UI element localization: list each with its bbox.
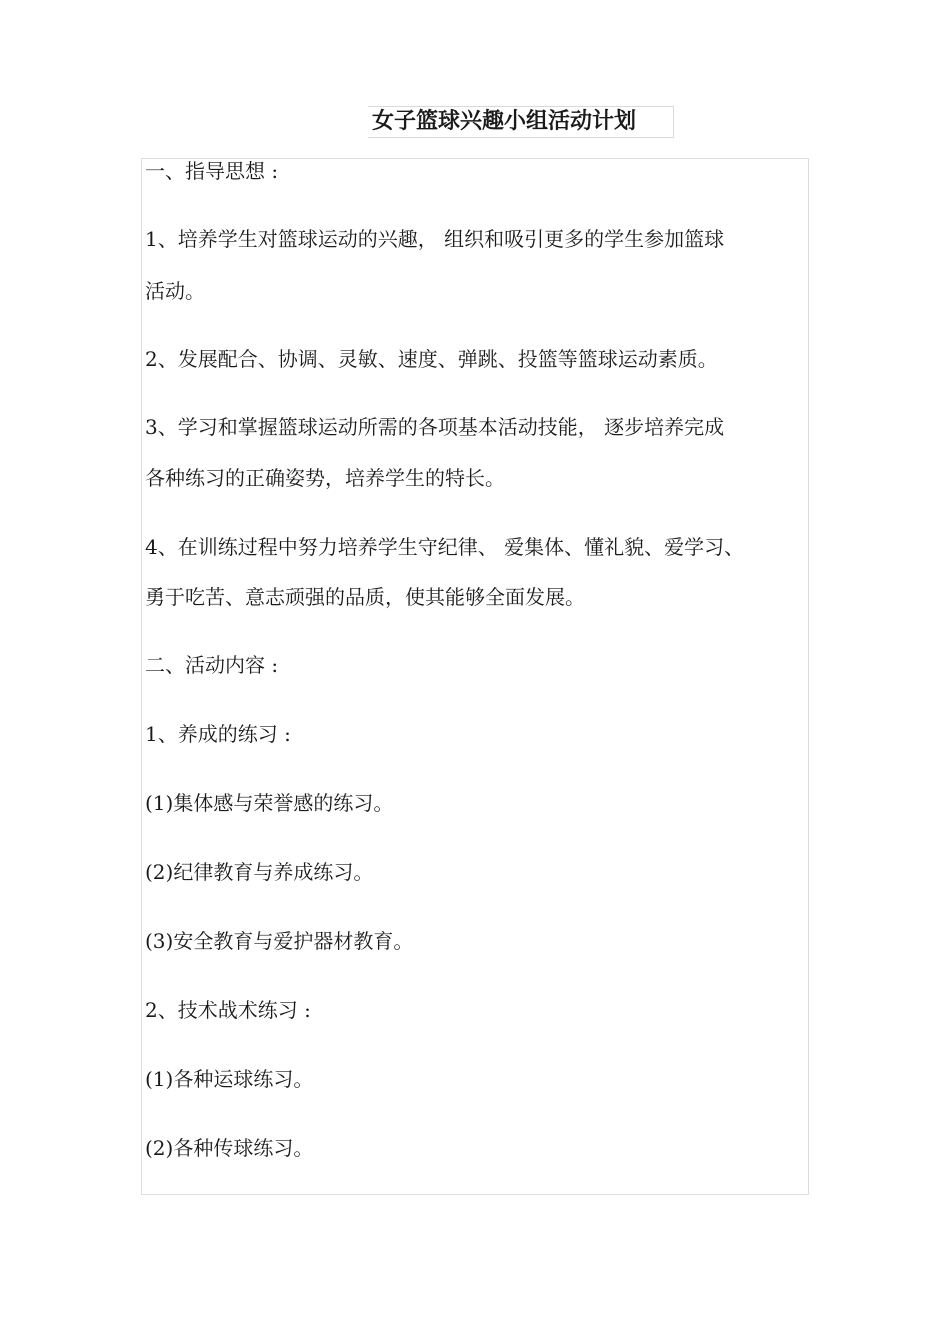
- paragraph-line: 2、发展配合、协调、灵敏、速度、弹跳、投篮等篮球运动素质。: [145, 347, 718, 371]
- list-item: (2)纪律教育与养成练习。: [145, 860, 374, 884]
- paragraph-line: 4、在训练过程中努力培养学生守纪律、 爱集体、懂礼貌、爱学习、: [145, 535, 745, 559]
- list-item: (3)安全教育与爱护器材教育。: [145, 929, 414, 953]
- section-heading-activity-content: 二、活动内容 :: [145, 653, 279, 677]
- subsection-heading: 1、养成的练习 :: [145, 722, 291, 746]
- document-title: 女子篮球兴趣小组活动计划: [372, 108, 637, 134]
- paragraph-line: 活动。: [145, 279, 205, 303]
- list-item: (1)各种运球练习。: [145, 1067, 314, 1091]
- paragraph-line: 3、学习和掌握篮球运动所需的各项基本活动技能， 逐步培养完成: [145, 415, 725, 439]
- paragraph-line: 勇于吃苦、意志顽强的品质，使其能够全面发展。: [145, 585, 585, 609]
- section-heading-guiding-thought: 一、指导思想 :: [145, 159, 279, 183]
- paragraph-line: 各种练习的正确姿势，培养学生的特长。: [145, 466, 505, 490]
- list-item: (1)集体感与荣誉感的练习。: [145, 791, 394, 815]
- list-item: (2)各种传球练习。: [145, 1136, 314, 1160]
- subsection-heading: 2、技术战术练习 :: [145, 998, 311, 1022]
- paragraph-line: 1、培养学生对篮球运动的兴趣， 组织和吸引更多的学生参加篮球: [145, 227, 725, 251]
